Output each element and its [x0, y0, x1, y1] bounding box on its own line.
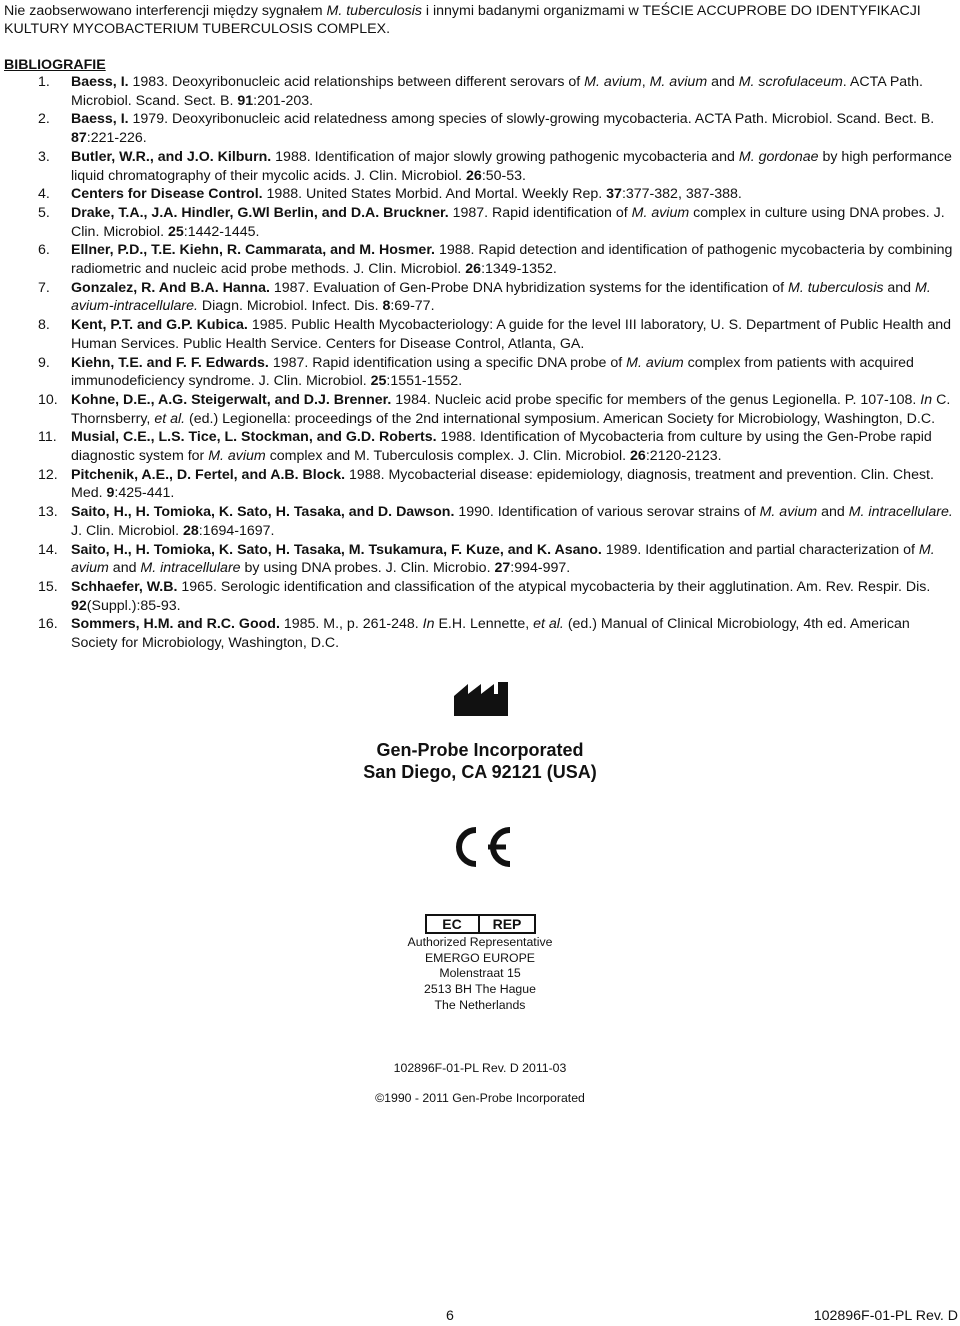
reference-bold-text: Kiehn, T.E. and F. F. Edwards. — [71, 354, 269, 371]
manufacturer-address-line: San Diego, CA 92121 (USA) — [363, 762, 597, 782]
list-item — [0, 541, 958, 578]
reference-text: :221-226. — [86, 130, 147, 147]
reference-bold-text: 37 — [606, 186, 622, 203]
reference-text: 1987. Evaluation of Gen-Probe DNA hybridization systems for the identification of — [269, 279, 789, 296]
header-note-text-cont: i innymi badanymi organizmami w TEŚCIE ACCUPROBE DO IDENTYFIKACJI KULTURY MYCOBACTERIUM TUBERCULOSIS COMPLEX. — [4, 3, 921, 37]
reference-text: 1990. Identification of various serovar strains of — [454, 504, 760, 521]
rep-line: Molenstraat 15 — [439, 966, 521, 981]
reference-text: 1988. Rapid detection and identification of pathogenic mycobacteria by combining radiometric and nucleic acid probe methods. J. Clin. Microbiol. — [71, 242, 953, 278]
reference-bold-text: Butler, W.R., and J.O. Kilburn. — [71, 148, 272, 165]
reference-bold-text: Baess, I. — [71, 111, 129, 128]
reference-number: 16. — [38, 616, 58, 633]
list-item — [0, 354, 958, 391]
reference-number: 14. — [38, 541, 58, 558]
reference-text: :1551-1552. — [386, 373, 463, 390]
reference-text: :377-382, 387-388. — [621, 186, 742, 203]
reference-text: complex and M. Tuberculosis complex. J. Clin. Microbiol. — [265, 448, 631, 465]
reference-bold-text: Pitchenik, A.E., D. Fertel, and A.B. Block. — [71, 466, 346, 483]
reference-text: and — [817, 504, 849, 521]
reference-text: complex from patients with acquired immunodeficiency syndrome. J. Clin. Microbiol. — [71, 354, 914, 390]
reference-italic-text: M. avium-intracellulare. — [71, 279, 931, 315]
reference-italic-text: M. avium — [759, 504, 818, 521]
reference-text: complex in culture using DNA probes. J. Clin. Microbiol. — [71, 204, 945, 240]
reference-italic-text: M. avium — [71, 541, 935, 577]
reference-text: E.H. Lennette, — [434, 616, 534, 633]
reference-number: 8. — [38, 317, 50, 334]
reference-bold-text: Drake, T.A., J.A. Hindler, G.Wl Berlin, and D.A. Bruckner. — [71, 204, 449, 221]
reference-bold-text: Kent, P.T. and G.P. Kubica. — [71, 317, 248, 334]
reference-bold-text: 91 — [237, 92, 254, 109]
reference-number: 13. — [38, 504, 58, 521]
reference-bold-text: 26 — [630, 448, 646, 465]
reference-number: 11. — [38, 429, 57, 446]
list-item — [0, 204, 958, 241]
reference-number: 10. — [38, 391, 58, 408]
reference-text: 1979. Deoxyribonucleic acid relatedness among species of slowly-growing mycobacteria. ACTA Path. Microbiol. Scand. Bect. B. — [128, 111, 935, 128]
reference-bold-text: Schhaefer, W.B. — [71, 578, 178, 595]
copyright-notice: ©1990 - 2011 Gen-Probe Incorporated — [375, 1091, 585, 1105]
reference-text: 1987. Rapid identification of — [448, 204, 632, 221]
reference-bold-text: Ellner, P.D., T.E. Kiehn, R. Cammarata, and M. Hosmer. — [71, 242, 435, 259]
reference-text: 1988. Identification of Mycobacteria from culture by using the Gen-Probe rapid diagnostic system for — [71, 429, 932, 465]
reference-text: 1984. Nucleic acid probe specific for members of the genus Legionella. P. 107-108. — [391, 391, 921, 408]
reference-number: 12. — [38, 466, 58, 483]
header-note-organism: M. tuberculosis — [326, 3, 422, 19]
reference-text: :1694-1697. — [198, 522, 275, 539]
reference-number: 7. — [38, 279, 50, 296]
reference-text: and — [707, 74, 739, 90]
reference-text: (ed.) Manual of Clinical Microbiology, 4th ed. American Society for Microbiology, Washington, D.C. — [71, 616, 910, 652]
reference-text: (ed.) Legionella: proceedings of the 2nd international symposium. American Society for Microbiology, Washington, D.C. — [185, 410, 936, 427]
reference-bold-text: 92 — [71, 597, 87, 614]
reference-text: 1988. United States Morbid. And Mortal. Weekly Rep. — [262, 186, 607, 203]
reference-bold-text: 27 — [494, 560, 511, 577]
reference-bold-text: Sommers, H.M. and R.C. Good. — [71, 616, 280, 633]
reference-bold-text: 25 — [167, 223, 184, 240]
reference-text: 1985. M., p. 261-248. — [279, 616, 423, 633]
reference-text: :1349-1352. — [481, 261, 557, 278]
reference-bold-text: 26 — [466, 167, 482, 184]
ec-rep-symbol — [425, 914, 536, 934]
ce-mark-icon — [446, 824, 514, 870]
reference-text: 1987. Rapid identification using a specific DNA probe of — [268, 354, 627, 371]
reference-bold-text: Saito, H., H. Tomioka, K. Sato, H. Tasaka, and D. Dawson. — [71, 504, 455, 521]
list-item — [0, 279, 958, 316]
list-item — [0, 428, 958, 465]
reference-text: :994-997. — [510, 560, 571, 577]
reference-bold-text: Baess, I. — [71, 74, 129, 90]
reference-number: 5. — [38, 204, 50, 221]
reference-italic-text: M. intracellulare. — [848, 504, 953, 521]
reference-italic-text: In — [422, 616, 435, 633]
reference-bold-text: 25 — [370, 373, 387, 390]
reference-text: and — [108, 560, 141, 577]
reference-list — [0, 73, 958, 653]
header-note-text: Nie zaobserwowano interferencji między sygnałem — [4, 3, 327, 19]
reference-bold-text: 26 — [465, 261, 482, 278]
reference-number: 9. — [38, 354, 50, 371]
reference-italic-text: M. avium — [626, 354, 684, 371]
page-number: 6 — [446, 1308, 454, 1324]
list-item — [0, 185, 958, 204]
manufacturer-name-line1: Gen-Probe Incorporated — [376, 740, 584, 760]
reference-italic-text: M. gordonae — [738, 148, 819, 165]
list-item — [0, 110, 958, 147]
manufacturer-name — [0, 739, 960, 783]
reference-number: 3. — [38, 148, 50, 165]
reference-bold-text: Saito, H., H. Tomioka, K. Sato, H. Tasaka, M. Tsukamura, F. Kuze, and K. Asano. — [71, 541, 602, 558]
reference-text: 1965. Serologic identification and classification of the atypical mycobacteria by their agglutination. Am. Rev. Respir. Dis. — [177, 578, 931, 595]
reference-text: (Suppl.):85-93. — [86, 597, 181, 614]
reference-italic-text: M. tuberculosis — [788, 279, 884, 296]
reference-italic-text: M. avium — [208, 448, 266, 465]
reference-text: :69-77. — [390, 298, 435, 315]
reference-bold-text: Centers for Disease Control. — [71, 186, 263, 203]
list-item — [0, 615, 958, 652]
reference-text: 1989. Identification and partial characterization of — [601, 541, 919, 558]
reference-text: 1985. Public Health Mycobacteriology: A guide for the level III laboratory, U. S. Department of Public Health and Human Services. Public Health Service. Centers for Disease Control, Atlanta, GA. — [71, 317, 952, 352]
reference-text: 1988. Mycobacterial disease: epidemiology, diagnosis, treatment and prevention. Clin. Chest. Med. — [71, 466, 934, 502]
reference-text: 1983. Deoxyribonucleic acid relationships between different serovars of — [128, 74, 585, 90]
reference-text: . ACTA Path. Microbiol. Scand. Sect. B. — [71, 74, 923, 109]
reference-text: J. Clin. Microbiol. — [71, 522, 183, 539]
reference-number: 15. — [38, 578, 58, 595]
reference-text: by using DNA probes. J. Clin. Microbio. — [240, 560, 495, 577]
reference-italic-text: M. avium — [631, 204, 690, 221]
footer-document-code: 102896F-01-PL Rev. D — [813, 1308, 958, 1324]
reference-text: :425-441. — [114, 485, 175, 502]
reference-text: :2120-2123. — [645, 448, 722, 465]
reference-bold-text: Kohne, D.E., A.G. Steigerwalt, and D.J. Brenner. — [71, 391, 392, 408]
reference-number: 1. — [38, 74, 50, 90]
reference-number: 2. — [38, 111, 50, 128]
reference-number: 6. — [38, 242, 50, 259]
reference-italic-text: M. avium — [584, 74, 642, 90]
reference-italic-text: In — [920, 391, 933, 408]
list-item — [0, 148, 958, 185]
reference-text: by high performance liquid chromatography of their mycolic acids. J. Clin. Microbiol. — [71, 148, 952, 184]
list-item — [0, 316, 958, 353]
bibliography-title: BIBLIOGRAFIE — [4, 57, 106, 73]
reference-bold-text: Musial, C.E., L.S. Tice, L. Stockman, and G.D. Roberts. — [71, 429, 437, 446]
reference-bold-text: 8 — [382, 298, 391, 315]
list-item — [0, 391, 958, 428]
reference-text: :1442-1445. — [183, 223, 260, 240]
reference-text: C. Thornsberry, — [71, 391, 951, 427]
reference-bold-text: 28 — [182, 522, 199, 539]
reference-text: :50-53. — [481, 167, 526, 184]
rep-line: Authorized Representative — [407, 935, 553, 949]
list-item — [0, 503, 958, 540]
header-note — [4, 2, 944, 38]
reference-text: Diagn. Microbiol. Infect. Dis. — [197, 298, 383, 315]
document-revision: 102896F-01-PL Rev. D 2011-03 — [393, 1061, 567, 1075]
rep-line: The Netherlands — [434, 997, 526, 1012]
rep-line: EMERGO EUROPE — [424, 950, 535, 965]
reference-bold-text: 87 — [71, 130, 87, 147]
reference-italic-text: et al. — [154, 410, 186, 427]
reference-text: 1988. Identification of major slowly growing pathogenic mycobacteria and — [271, 148, 739, 165]
rep-label: REP — [492, 916, 522, 932]
reference-text: and — [883, 279, 915, 296]
ec-label: EC — [442, 916, 462, 932]
reference-italic-text: M. avium — [649, 74, 708, 90]
reference-italic-text: M. intracellulare — [140, 560, 241, 577]
list-item — [0, 241, 958, 278]
reference-bold-text: 9 — [106, 485, 115, 502]
reference-number: 4. — [38, 186, 50, 203]
factory-icon — [452, 680, 510, 718]
reference-text: :201-203. — [253, 92, 314, 109]
list-item — [0, 578, 958, 615]
rep-line: 2513 BH The Hague — [424, 982, 536, 997]
reference-italic-text: et al. — [533, 616, 564, 633]
reference-italic-text: M. scrofulaceum — [738, 74, 843, 90]
authorized-representative-block — [0, 935, 960, 1014]
list-item — [0, 73, 958, 110]
reference-text: , — [641, 74, 650, 90]
reference-bold-text: Gonzalez, R. And B.A. Hanna. — [71, 279, 270, 296]
list-item — [0, 466, 958, 503]
